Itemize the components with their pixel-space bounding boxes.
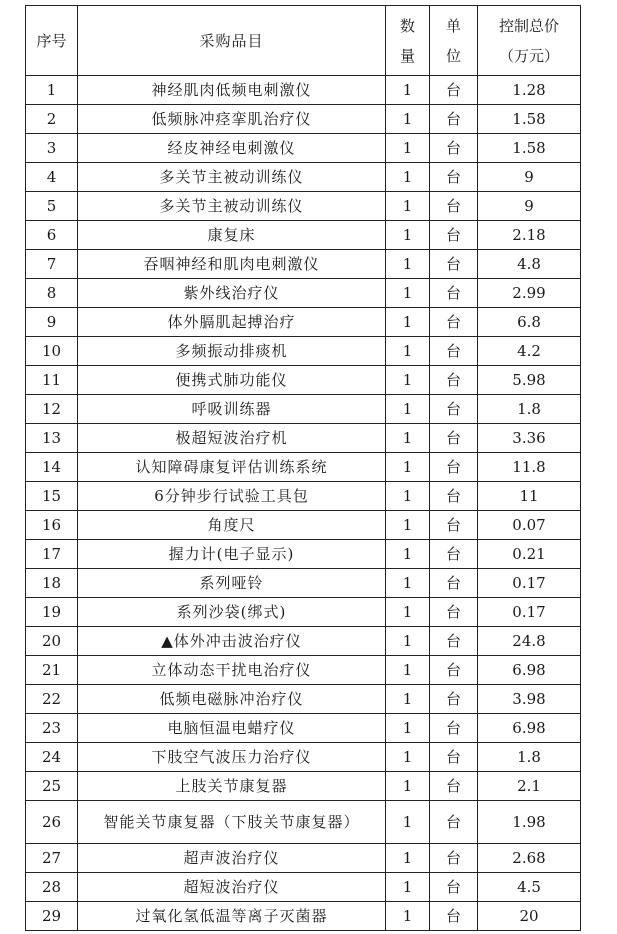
row-unit-cell: 台 xyxy=(430,844,478,873)
table-row xyxy=(26,395,581,424)
row-quantity-cell: 1 xyxy=(386,105,430,134)
row-unit-cell: 台 xyxy=(430,453,478,482)
table-row xyxy=(26,163,581,192)
table-row xyxy=(26,540,581,569)
row-unit-cell: 台 xyxy=(430,685,478,714)
row-unit-cell: 台 xyxy=(430,308,478,337)
row-price-cell: 1.58 xyxy=(478,134,581,163)
row-quantity-cell: 1 xyxy=(386,569,430,598)
row-price-cell: 3.98 xyxy=(478,685,581,714)
row-quantity-cell: 1 xyxy=(386,192,430,221)
row-item-name-cell: 6分钟步行试验工具包 xyxy=(78,482,386,511)
row-item-name-cell: 低频脉冲痉挛肌治疗仪 xyxy=(78,105,386,134)
row-quantity-cell: 1 xyxy=(386,598,430,627)
row-quantity-cell: 1 xyxy=(386,685,430,714)
row-unit-cell: 台 xyxy=(430,540,478,569)
table-row xyxy=(26,801,581,844)
row-price-cell: 6.98 xyxy=(478,714,581,743)
row-unit-cell: 台 xyxy=(430,656,478,685)
row-item-name-cell: 紫外线治疗仪 xyxy=(78,279,386,308)
row-item-name-cell: 康复床 xyxy=(78,221,386,250)
row-unit-cell: 台 xyxy=(430,250,478,279)
row-price-cell: 6.8 xyxy=(478,308,581,337)
row-quantity-cell: 1 xyxy=(386,511,430,540)
row-price-cell: 2.68 xyxy=(478,844,581,873)
row-price-cell: 0.07 xyxy=(478,511,581,540)
table-row xyxy=(26,134,581,163)
row-unit-cell: 台 xyxy=(430,163,478,192)
row-index-cell: 26 xyxy=(26,801,78,844)
row-quantity-cell: 1 xyxy=(386,656,430,685)
row-price-cell: 3.36 xyxy=(478,424,581,453)
header-unit-line2: 位 xyxy=(445,46,461,65)
table-body xyxy=(26,76,581,931)
row-index-cell: 7 xyxy=(26,250,78,279)
header-unit-line1: 单 xyxy=(445,16,461,35)
row-quantity-cell: 1 xyxy=(386,801,430,844)
row-index-cell: 10 xyxy=(26,337,78,366)
row-quantity-cell: 1 xyxy=(386,279,430,308)
header-price xyxy=(478,6,581,76)
row-index-cell: 22 xyxy=(26,685,78,714)
row-item-name-cell: 神经肌肉低频电刺激仪 xyxy=(78,76,386,105)
row-index-cell: 3 xyxy=(26,134,78,163)
table-row xyxy=(26,656,581,685)
row-quantity-cell: 1 xyxy=(386,482,430,511)
row-price-cell: 0.17 xyxy=(478,598,581,627)
row-index-cell: 19 xyxy=(26,598,78,627)
row-index-cell: 16 xyxy=(26,511,78,540)
row-quantity-cell: 1 xyxy=(386,366,430,395)
row-price-cell: 24.8 xyxy=(478,627,581,656)
row-item-name-cell: 多关节主被动训练仪 xyxy=(78,192,386,221)
row-index-cell: 9 xyxy=(26,308,78,337)
table-row xyxy=(26,598,581,627)
row-price-cell: 11.8 xyxy=(478,453,581,482)
row-price-cell: 2.18 xyxy=(478,221,581,250)
row-index-cell: 24 xyxy=(26,743,78,772)
row-index-cell: 20 xyxy=(26,627,78,656)
row-price-cell: 0.21 xyxy=(478,540,581,569)
header-price-line2: （万元） xyxy=(498,46,559,65)
row-quantity-cell: 1 xyxy=(386,134,430,163)
row-unit-cell: 台 xyxy=(430,743,478,772)
table-row xyxy=(26,221,581,250)
row-unit-cell: 台 xyxy=(430,366,478,395)
table-row xyxy=(26,76,581,105)
row-unit-cell: 台 xyxy=(430,134,478,163)
row-item-name-cell: ▲体外冲击波治疗仪 xyxy=(78,627,386,656)
row-quantity-cell: 1 xyxy=(386,453,430,482)
table-row xyxy=(26,873,581,902)
row-quantity-cell: 1 xyxy=(386,873,430,902)
row-item-name-cell: 极超短波治疗机 xyxy=(78,424,386,453)
table-row xyxy=(26,772,581,801)
row-item-name-cell: 电脑恒温电蜡疗仪 xyxy=(78,714,386,743)
header-quantity-line1: 数 xyxy=(399,16,415,35)
row-item-name-cell: 角度尺 xyxy=(78,511,386,540)
row-index-cell: 18 xyxy=(26,569,78,598)
row-unit-cell: 台 xyxy=(430,192,478,221)
row-price-cell: 11 xyxy=(478,482,581,511)
row-price-cell: 6.98 xyxy=(478,656,581,685)
row-item-name-cell: 低频电磁脉冲治疗仪 xyxy=(78,685,386,714)
row-item-name-cell: 多频振动排痰机 xyxy=(78,337,386,366)
header-quantity-line2: 量 xyxy=(399,46,415,65)
row-quantity-cell: 1 xyxy=(386,163,430,192)
row-unit-cell: 台 xyxy=(430,395,478,424)
row-index-cell: 1 xyxy=(26,76,78,105)
row-unit-cell: 台 xyxy=(430,873,478,902)
row-quantity-cell: 1 xyxy=(386,337,430,366)
row-item-name-cell: 便携式肺功能仪 xyxy=(78,366,386,395)
row-item-name-cell: 握力计(电子显示) xyxy=(78,540,386,569)
table-row xyxy=(26,308,581,337)
row-item-name-cell: 超声波治疗仪 xyxy=(78,844,386,873)
row-price-cell: 2.1 xyxy=(478,772,581,801)
row-unit-cell: 台 xyxy=(430,221,478,250)
row-quantity-cell: 1 xyxy=(386,308,430,337)
table-row xyxy=(26,279,581,308)
row-unit-cell: 台 xyxy=(430,279,478,308)
table-row xyxy=(26,743,581,772)
row-unit-cell: 台 xyxy=(430,627,478,656)
row-index-cell: 21 xyxy=(26,656,78,685)
row-price-cell: 9 xyxy=(478,163,581,192)
header-item: 采购品目 xyxy=(78,6,386,76)
table-row xyxy=(26,685,581,714)
row-unit-cell: 台 xyxy=(430,76,478,105)
row-index-cell: 25 xyxy=(26,772,78,801)
row-quantity-cell: 1 xyxy=(386,540,430,569)
row-index-cell: 2 xyxy=(26,105,78,134)
row-unit-cell: 台 xyxy=(430,105,478,134)
row-index-cell: 15 xyxy=(26,482,78,511)
row-price-cell: 5.98 xyxy=(478,366,581,395)
row-quantity-cell: 1 xyxy=(386,714,430,743)
row-unit-cell: 台 xyxy=(430,424,478,453)
table-row xyxy=(26,511,581,540)
row-item-name-cell: 经皮神经电刺激仪 xyxy=(78,134,386,163)
row-index-cell: 13 xyxy=(26,424,78,453)
row-quantity-cell: 1 xyxy=(386,395,430,424)
table-row xyxy=(26,844,581,873)
table-row xyxy=(26,627,581,656)
row-item-name-cell: 体外膈肌起搏治疗 xyxy=(78,308,386,337)
row-price-cell: 1.58 xyxy=(478,105,581,134)
row-index-cell: 11 xyxy=(26,366,78,395)
row-item-name-cell: 系列沙袋(绑式) xyxy=(78,598,386,627)
row-unit-cell: 台 xyxy=(430,801,478,844)
row-unit-cell: 台 xyxy=(430,511,478,540)
row-price-cell: 2.99 xyxy=(478,279,581,308)
row-item-name-cell: 呼吸训练器 xyxy=(78,395,386,424)
table-row xyxy=(26,250,581,279)
row-item-name-cell: 系列哑铃 xyxy=(78,569,386,598)
header-unit xyxy=(430,6,478,76)
row-price-cell: 4.5 xyxy=(478,873,581,902)
row-unit-cell: 台 xyxy=(430,337,478,366)
row-unit-cell: 台 xyxy=(430,569,478,598)
row-quantity-cell: 1 xyxy=(386,772,430,801)
table-row xyxy=(26,337,581,366)
row-item-name-cell: 下肢空气波压力治疗仪 xyxy=(78,743,386,772)
row-price-cell: 1.28 xyxy=(478,76,581,105)
row-unit-cell: 台 xyxy=(430,482,478,511)
table-row xyxy=(26,453,581,482)
header-quantity xyxy=(386,6,430,76)
row-price-cell: 1.8 xyxy=(478,743,581,772)
row-index-cell: 23 xyxy=(26,714,78,743)
row-index-cell: 4 xyxy=(26,163,78,192)
row-unit-cell: 台 xyxy=(430,772,478,801)
header-index: 序号 xyxy=(26,6,78,76)
row-price-cell: 20 xyxy=(478,902,581,931)
row-item-name-cell: 认知障碍康复评估训练系统 xyxy=(78,453,386,482)
row-price-cell: 9 xyxy=(478,192,581,221)
row-index-cell: 12 xyxy=(26,395,78,424)
row-index-cell: 8 xyxy=(26,279,78,308)
row-item-name-cell: 超短波治疗仪 xyxy=(78,873,386,902)
table-row xyxy=(26,105,581,134)
row-item-name-cell: 过氧化氢低温等离子灭菌器 xyxy=(78,902,386,931)
table-row xyxy=(26,482,581,511)
table-row xyxy=(26,366,581,395)
row-item-name-cell: 吞咽神经和肌肉电刺激仪 xyxy=(78,250,386,279)
row-quantity-cell: 1 xyxy=(386,844,430,873)
row-quantity-cell: 1 xyxy=(386,221,430,250)
row-index-cell: 6 xyxy=(26,221,78,250)
table-row xyxy=(26,569,581,598)
row-price-cell: 1.8 xyxy=(478,395,581,424)
row-index-cell: 14 xyxy=(26,453,78,482)
row-quantity-cell: 1 xyxy=(386,627,430,656)
row-index-cell: 29 xyxy=(26,902,78,931)
row-item-name-cell: 多关节主被动训练仪 xyxy=(78,163,386,192)
row-unit-cell: 台 xyxy=(430,902,478,931)
row-index-cell: 5 xyxy=(26,192,78,221)
row-item-name-cell: 智能关节康复器（下肢关节康复器） xyxy=(78,801,386,844)
row-index-cell: 27 xyxy=(26,844,78,873)
row-item-name-cell: 立体动态干扰电治疗仪 xyxy=(78,656,386,685)
row-price-cell: 0.17 xyxy=(478,569,581,598)
row-quantity-cell: 1 xyxy=(386,902,430,931)
row-quantity-cell: 1 xyxy=(386,76,430,105)
row-price-cell: 4.2 xyxy=(478,337,581,366)
row-price-cell: 1.98 xyxy=(478,801,581,844)
table-row xyxy=(26,192,581,221)
row-item-name-cell: 上肢关节康复器 xyxy=(78,772,386,801)
row-unit-cell: 台 xyxy=(430,714,478,743)
table-header-row xyxy=(26,6,581,76)
row-quantity-cell: 1 xyxy=(386,743,430,772)
row-quantity-cell: 1 xyxy=(386,250,430,279)
header-price-line1: 控制总价 xyxy=(498,16,559,35)
table-row xyxy=(26,424,581,453)
row-quantity-cell: 1 xyxy=(386,424,430,453)
row-unit-cell: 台 xyxy=(430,598,478,627)
row-index-cell: 28 xyxy=(26,873,78,902)
row-index-cell: 17 xyxy=(26,540,78,569)
row-price-cell: 4.8 xyxy=(478,250,581,279)
table-row xyxy=(26,714,581,743)
table-row xyxy=(26,902,581,931)
procurement-table xyxy=(25,5,581,931)
